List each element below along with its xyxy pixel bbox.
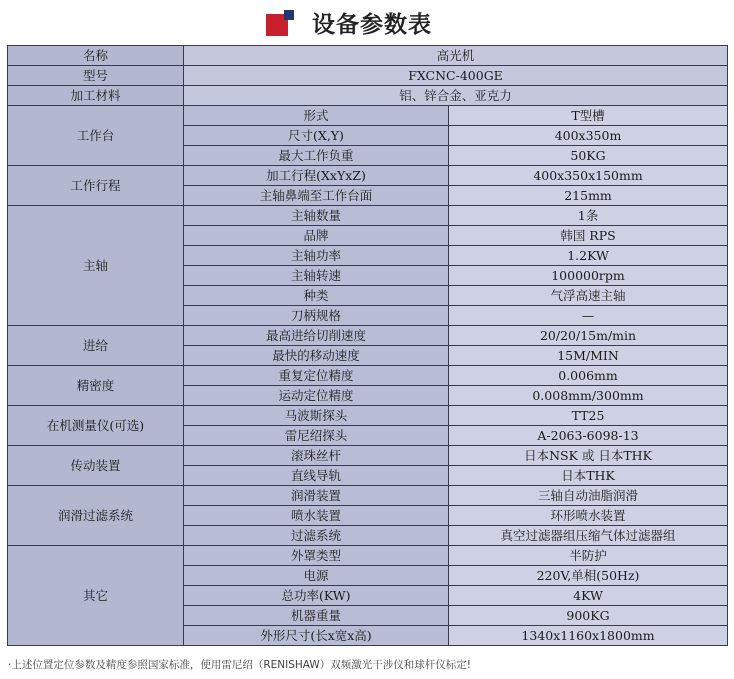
param-value-cell: 900KG (449, 606, 728, 626)
category-cell: 精密度 (8, 366, 184, 406)
category-cell: 工作台 (8, 106, 184, 166)
param-name-cell: 过滤系统 (184, 526, 449, 546)
param-name-cell: 加工行程(XxYxZ) (184, 166, 449, 186)
param-name-cell: 滚珠丝杆 (184, 446, 449, 466)
category-cell: 润滑过滤系统 (8, 486, 184, 546)
param-value-cell: 半防护 (449, 546, 728, 566)
param-value-cell: A-2063-6098-13 (449, 426, 728, 446)
param-name-cell: 形式 (184, 106, 449, 126)
table-row (8, 46, 728, 66)
param-value-cell: 铝、锌合金、亚克力 (184, 86, 728, 106)
param-name-cell: 润滑装置 (184, 486, 449, 506)
brand-logo-icon (266, 8, 296, 38)
param-name-cell: 最大工作负重 (184, 146, 449, 166)
param-value-cell: 400x350x150mm (449, 166, 728, 186)
param-name-cell: 运动定位精度 (184, 386, 449, 406)
param-name-cell: 尺寸(X,Y) (184, 126, 449, 146)
param-value-cell: 215mm (449, 186, 728, 206)
param-value-cell: 4KW (449, 586, 728, 606)
param-value-cell: 50KG (449, 146, 728, 166)
table-row (8, 66, 728, 86)
param-value-cell: 高光机 (184, 46, 728, 66)
param-name-cell: 喷水装置 (184, 506, 449, 526)
param-name-cell: 最高进给切削速度 (184, 326, 449, 346)
table-row (8, 486, 728, 506)
param-value-cell: 400x350m (449, 126, 728, 146)
category-cell: 工作行程 (8, 166, 184, 206)
param-name-cell: 刀柄规格 (184, 306, 449, 326)
param-value-cell: 三轴自动油脂润滑 (449, 486, 728, 506)
table-row (8, 446, 728, 466)
category-cell: 型号 (8, 66, 184, 86)
param-value-cell: 0.008mm/300mm (449, 386, 728, 406)
param-name-cell: 主轴功率 (184, 246, 449, 266)
param-value-cell: 1条 (449, 206, 728, 226)
category-cell: 名称 (8, 46, 184, 66)
param-value-cell: 20/20/15m/min (449, 326, 728, 346)
param-value-cell: 日本THK (449, 466, 728, 486)
category-cell: 主轴 (8, 206, 184, 326)
param-value-cell: 15M/MIN (449, 346, 728, 366)
param-name-cell: 电源 (184, 566, 449, 586)
param-name-cell: 主轴数量 (184, 206, 449, 226)
category-cell: 在机测量仪(可选) (8, 406, 184, 446)
page-title: 设备参数表 (312, 12, 432, 38)
param-name-cell: 直线导轨 (184, 466, 449, 486)
param-name-cell: 种类 (184, 286, 449, 306)
param-value-cell: FXCNC-400GE (184, 66, 728, 86)
category-cell: 加工材料 (8, 86, 184, 106)
param-name-cell: 外形尺寸(长x宽x高) (184, 626, 449, 646)
param-value-cell: T型槽 (449, 106, 728, 126)
param-value-cell: TT25 (449, 406, 728, 426)
param-name-cell: 雷尼绍探头 (184, 426, 449, 446)
param-value-cell: 1.2KW (449, 246, 728, 266)
category-cell: 传动装置 (8, 446, 184, 486)
category-cell: 其它 (8, 546, 184, 646)
table-row (8, 326, 728, 346)
param-value-cell: 韩国 RPS (449, 226, 728, 246)
table-row (8, 206, 728, 226)
param-value-cell: 220V,单相(50Hz) (449, 566, 728, 586)
param-name-cell: 主轴鼻端至工作台面 (184, 186, 449, 206)
param-value-cell: 1340x1160x1800mm (449, 626, 728, 646)
param-value-cell: 环形喷水装置 (449, 506, 728, 526)
param-name-cell: 马波斯探头 (184, 406, 449, 426)
param-name-cell: 主轴转速 (184, 266, 449, 286)
param-value-cell: 100000rpm (449, 266, 728, 286)
table-row (8, 86, 728, 106)
table-row (8, 406, 728, 426)
header (0, 0, 734, 44)
footnote: ·上述位置定位参数及精度参照国家标准，使用雷尼绍（RENISHAW）双频激光干涉仪和球杆仪标定! (8, 659, 471, 671)
param-value-cell: — (449, 306, 728, 326)
param-name-cell: 重复定位精度 (184, 366, 449, 386)
table-row (8, 106, 728, 126)
param-name-cell: 外罩类型 (184, 546, 449, 566)
table-row (8, 166, 728, 186)
param-value-cell: 日本NSK 或 日本THK (449, 446, 728, 466)
param-name-cell: 总功率(KW) (184, 586, 449, 606)
param-value-cell: 真空过滤器组压缩气体过滤器组 (449, 526, 728, 546)
param-value-cell: 气浮高速主轴 (449, 286, 728, 306)
param-value-cell: 0.006mm (449, 366, 728, 386)
category-cell: 进给 (8, 326, 184, 366)
spec-table (7, 45, 728, 646)
param-name-cell: 机器重量 (184, 606, 449, 626)
table-row (8, 546, 728, 566)
param-name-cell: 最快的移动速度 (184, 346, 449, 366)
param-name-cell: 品牌 (184, 226, 449, 246)
table-row (8, 366, 728, 386)
